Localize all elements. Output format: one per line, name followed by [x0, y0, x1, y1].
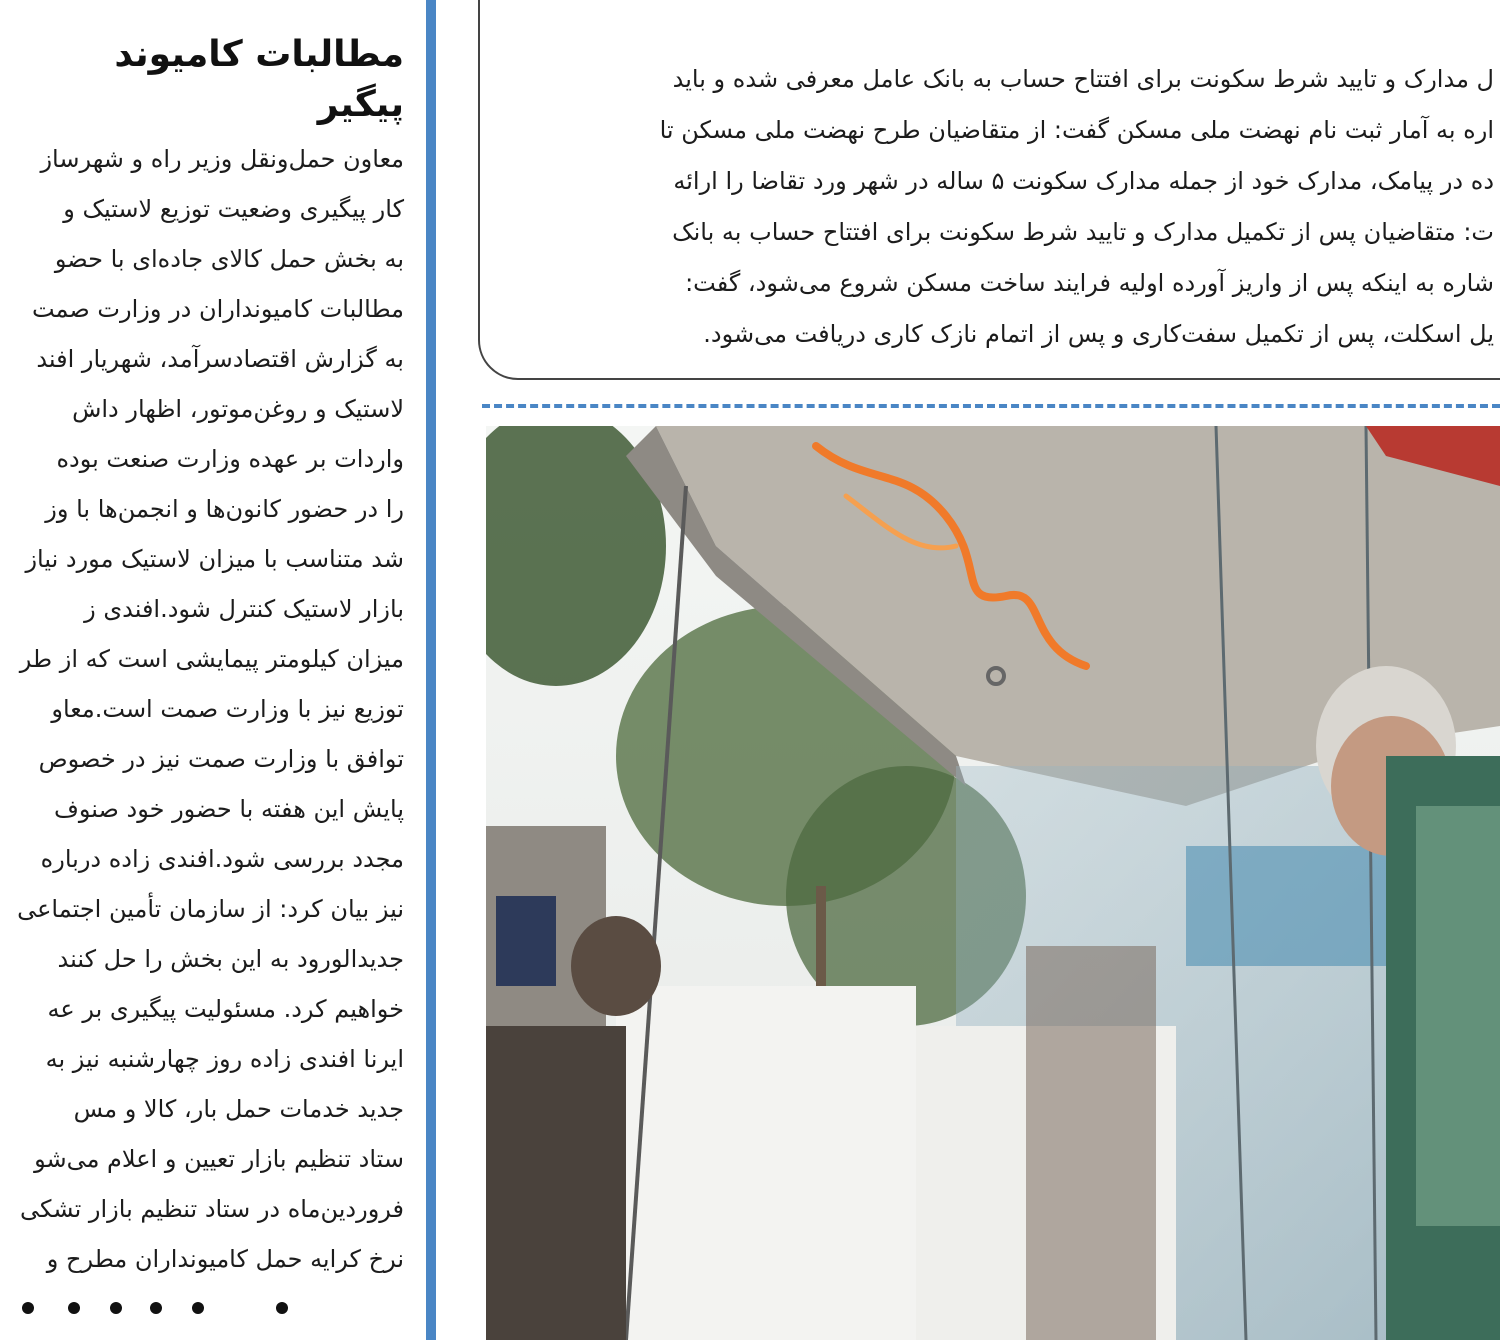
article-line: لاستیک و روغن‌موتور، اظهار داش [72, 395, 404, 423]
article-line: مطالبات کامیونداران در وزارت صمت [31, 295, 404, 323]
article-line: به گزارش اقتصادسرآمد، شهریار افند [36, 345, 404, 373]
article-line: معاون حمل‌ونقل وزیر راه و شهرساز [40, 145, 404, 173]
article-line: خواهیم کرد. مسئولیت پیگیری بر عه [47, 995, 404, 1023]
article-line: پایش این هفته با حضور خود صنوف [53, 795, 404, 823]
article-line: شد متناسب با میزان لاستیک مورد نیاز [25, 545, 404, 573]
boxed-article-line: ده در پیامک، مدارک خود از جمله مدارک سکونت ۵ ساله در شهر ورد تقاضا را ارائه [673, 167, 1494, 195]
dot-icon [68, 1302, 80, 1314]
article-line: ایرنا افندی زاده روز چهارشنبه نیز به [45, 1045, 404, 1073]
article-line: بازار لاستیک کنترل شود.افندی ز [84, 595, 404, 623]
column-divider [426, 0, 436, 1340]
article-line: توزیع نیز با وزارت صمت است.معاو [51, 695, 404, 723]
street-shop-photo-icon [486, 426, 1500, 1340]
boxed-article-line: یل اسکلت، پس از تکمیل سفت‌کاری و پس از اتمام نازک کاری دریافت می‌شود. [703, 320, 1494, 348]
headline-line-2: پیگیر [317, 84, 404, 125]
dot-icon [276, 1302, 288, 1314]
article-body [0, 134, 404, 1284]
dashed-divider [482, 404, 1500, 408]
article-line: فروردین‌ماه در ستاد تنظیم بازار تشکی [19, 1195, 404, 1223]
headline-line-1: مطالبات کامیوند [114, 34, 404, 75]
boxed-article [478, 0, 1500, 380]
boxed-article-line: ل مدارک و تایید شرط سکونت برای افتتاح حساب به بانک عامل معرفی شده و باید [672, 65, 1494, 93]
article-line: واردات بر عهده وزارت صنعت بوده [56, 445, 404, 473]
boxed-article-text [478, 54, 1494, 360]
article-line: به بخش حمل کالای جاده‌ای با حضو [54, 245, 404, 273]
dot-icon [110, 1302, 122, 1314]
left-article [0, 0, 428, 1340]
article-line: را در حضور کانون‌ها و انجمن‌ها با وز [45, 495, 404, 523]
article-line: ستاد تنظیم بازار تعیین و اعلام می‌شو [34, 1145, 404, 1173]
article-line: مجدد بررسی شود.افندی زاده درباره [40, 845, 404, 873]
dot-icon [192, 1302, 204, 1314]
left-article-content [0, 30, 404, 1284]
separator-dots [0, 1294, 300, 1324]
dot-icon [150, 1302, 162, 1314]
article-line: کار پیگیری وضعیت توزیع لاستیک و [63, 195, 404, 223]
boxed-article-line: شاره به اینکه پس از واریز آورده اولیه فرایند ساخت مسکن شروع می‌شود، گفت: [685, 269, 1494, 297]
article-line: جدیدالورود به این بخش را حل کنند [57, 945, 404, 973]
article-line: نیز بیان کرد: از سازمان تأمین اجتماعی [17, 895, 404, 923]
article-line: توافق با وزارت صمت نیز در خصوص [38, 745, 404, 773]
boxed-article-line: ت: متقاضیان پس از تکمیل مدارک و تایید شرط سکونت برای افتتاح حساب به بانک [672, 218, 1494, 246]
article-line: میزان کیلومتر پیمایشی است که از طر [19, 645, 404, 673]
dot-icon [22, 1302, 34, 1314]
article-line: نرخ کرایه حمل کامیونداران مطرح و [46, 1245, 404, 1273]
article-line: جدید خدمات حمل بار، کالا و مس [73, 1095, 404, 1123]
boxed-article-line: اره به آمار ثبت نام نهضت ملی مسکن گفت: از متقاضیان طرح نهضت ملی مسکن تا [659, 116, 1494, 144]
